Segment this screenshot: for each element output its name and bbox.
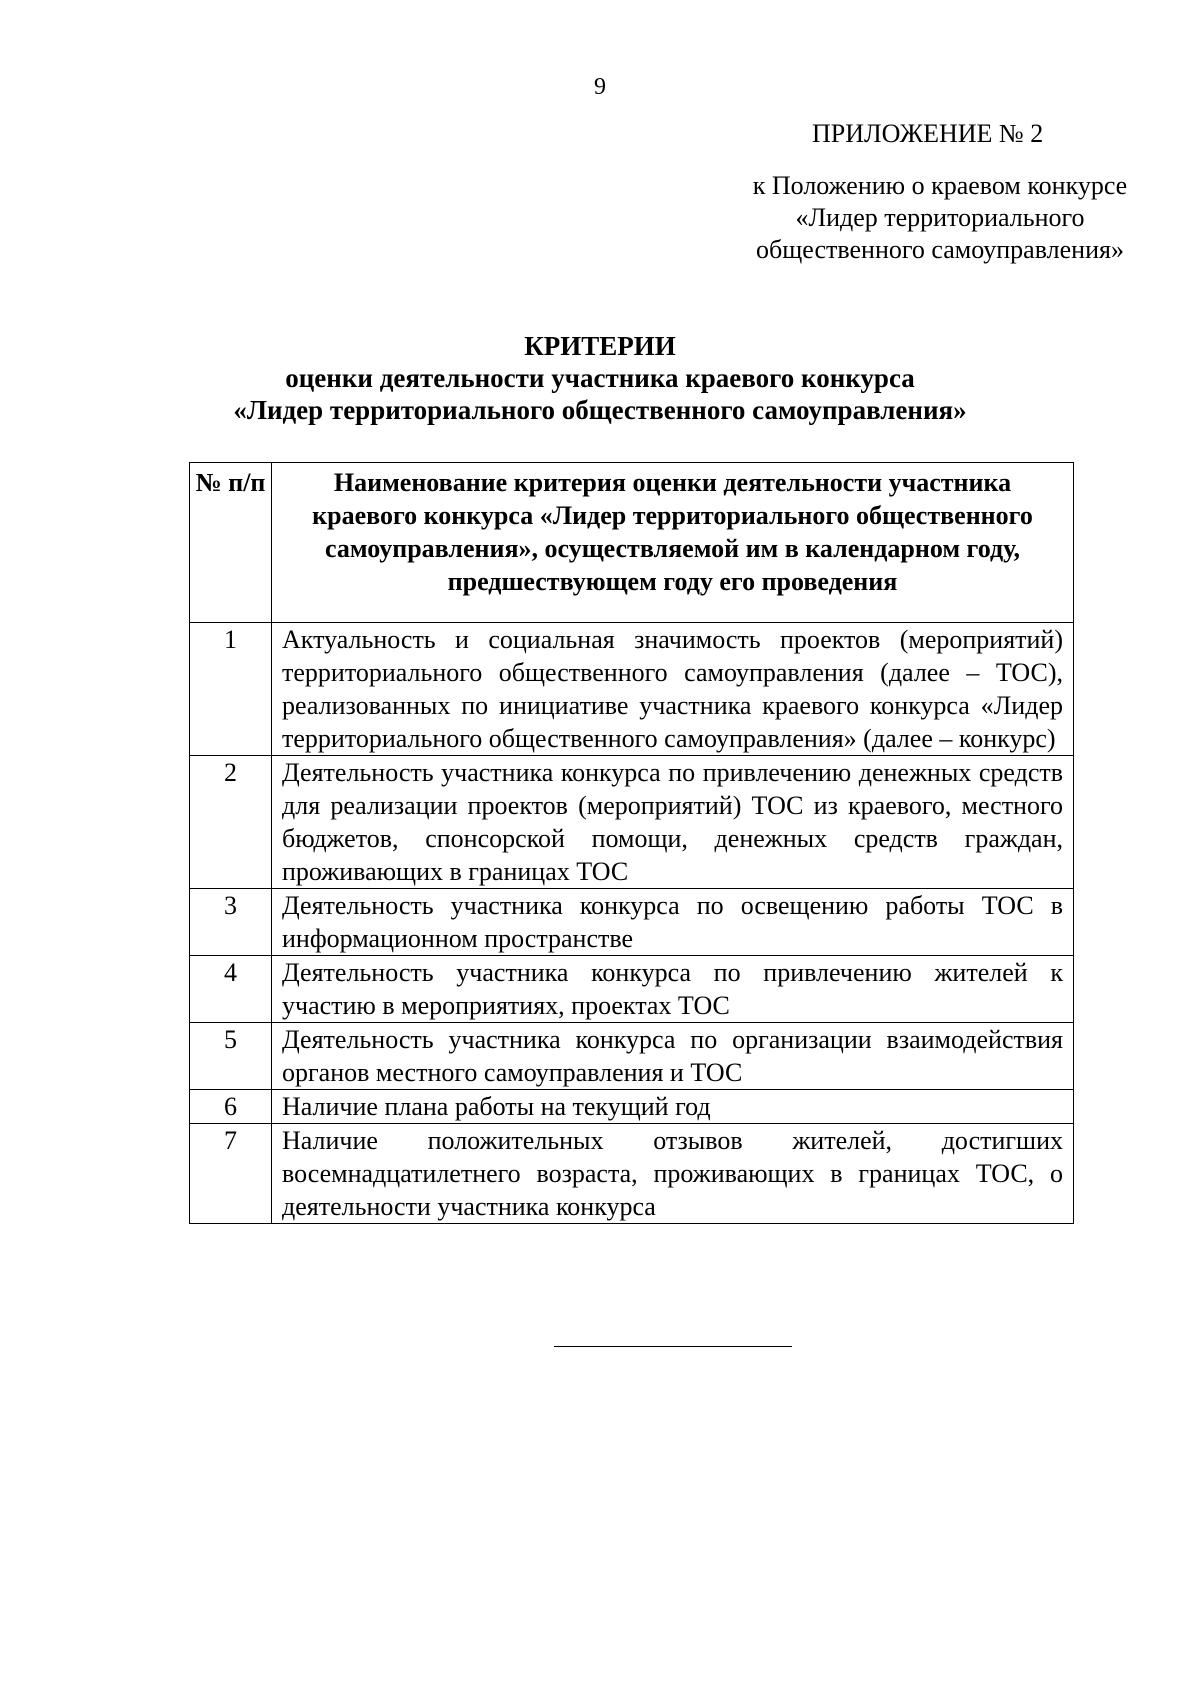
document-title: КРИТЕРИИ	[524, 331, 676, 361]
document-heading	[0, 330, 1200, 426]
row-number: 1	[190, 623, 272, 756]
appendix-reference	[700, 170, 1180, 266]
table-row	[190, 956, 1074, 1023]
row-number: 5	[190, 1023, 272, 1090]
table-row	[190, 889, 1074, 956]
row-number: 4	[190, 956, 272, 1023]
header-number: № п/п	[190, 463, 272, 623]
row-criterion: Актуальность и социальная значимость проектов (мероприятий) территориального общественного самоуправления (далее – ТОС), реализованных по инициативе участника краевого конкурса «Лидер территориального общественного самоуправления» (далее – конкурс)	[272, 623, 1074, 756]
document-subtitle-line: оценки деятельности участника краевого конкурса	[285, 363, 915, 393]
header-criterion-name: Наименование критерия оценки деятельности участника краевого конкурса «Лидер территориального общественного самоуправления», осуществляемой им в календарном году, предшествующем году его проведения	[272, 463, 1074, 623]
row-criterion: Деятельность участника конкурса по освещению работы ТОС в информационном пространстве	[272, 889, 1074, 956]
row-criterion: Наличие положительных отзывов жителей, достигших восемнадцатилетнего возраста, проживающих в границах ТОС, о деятельности участника конкурса	[272, 1124, 1074, 1224]
table-row	[190, 756, 1074, 889]
row-criterion: Деятельность участника конкурса по организации взаимодействия органов местного самоуправления и ТОС	[272, 1023, 1074, 1090]
appendix-title: ПРИЛОЖЕНИЕ № 2	[812, 119, 1044, 148]
closing-rule-divider	[554, 1346, 792, 1347]
table-header-row	[190, 463, 1074, 623]
criteria-table	[189, 462, 1074, 1224]
table-row	[190, 1023, 1074, 1090]
page-number: 9	[594, 74, 606, 100]
row-number: 3	[190, 889, 272, 956]
row-number: 2	[190, 756, 272, 889]
row-criterion: Деятельность участника конкурса по привлечению денежных средств для реализации проектов (мероприятий) ТОС из краевого, местного бюджетов, спонсорской помощи, денежных средств граждан, проживающих в границах ТОС	[272, 756, 1074, 889]
appendix-reference-line: общественного самоуправления»	[756, 235, 1124, 264]
appendix-reference-line: к Положению о краевом конкурсе	[752, 171, 1128, 200]
row-criterion: Наличие плана работы на текущий год	[272, 1090, 1074, 1124]
row-number: 6	[190, 1090, 272, 1124]
document-subtitle-line: «Лидер территориального общественного самоуправления»	[233, 395, 967, 425]
table-row	[190, 623, 1074, 756]
appendix-reference-line: «Лидер территориального	[795, 203, 1085, 232]
row-criterion: Деятельность участника конкурса по привлечению жителей к участию в мероприятиях, проектах ТОС	[272, 956, 1074, 1023]
table-row	[190, 1124, 1074, 1224]
table-row	[190, 1090, 1074, 1124]
row-number: 7	[190, 1124, 272, 1224]
